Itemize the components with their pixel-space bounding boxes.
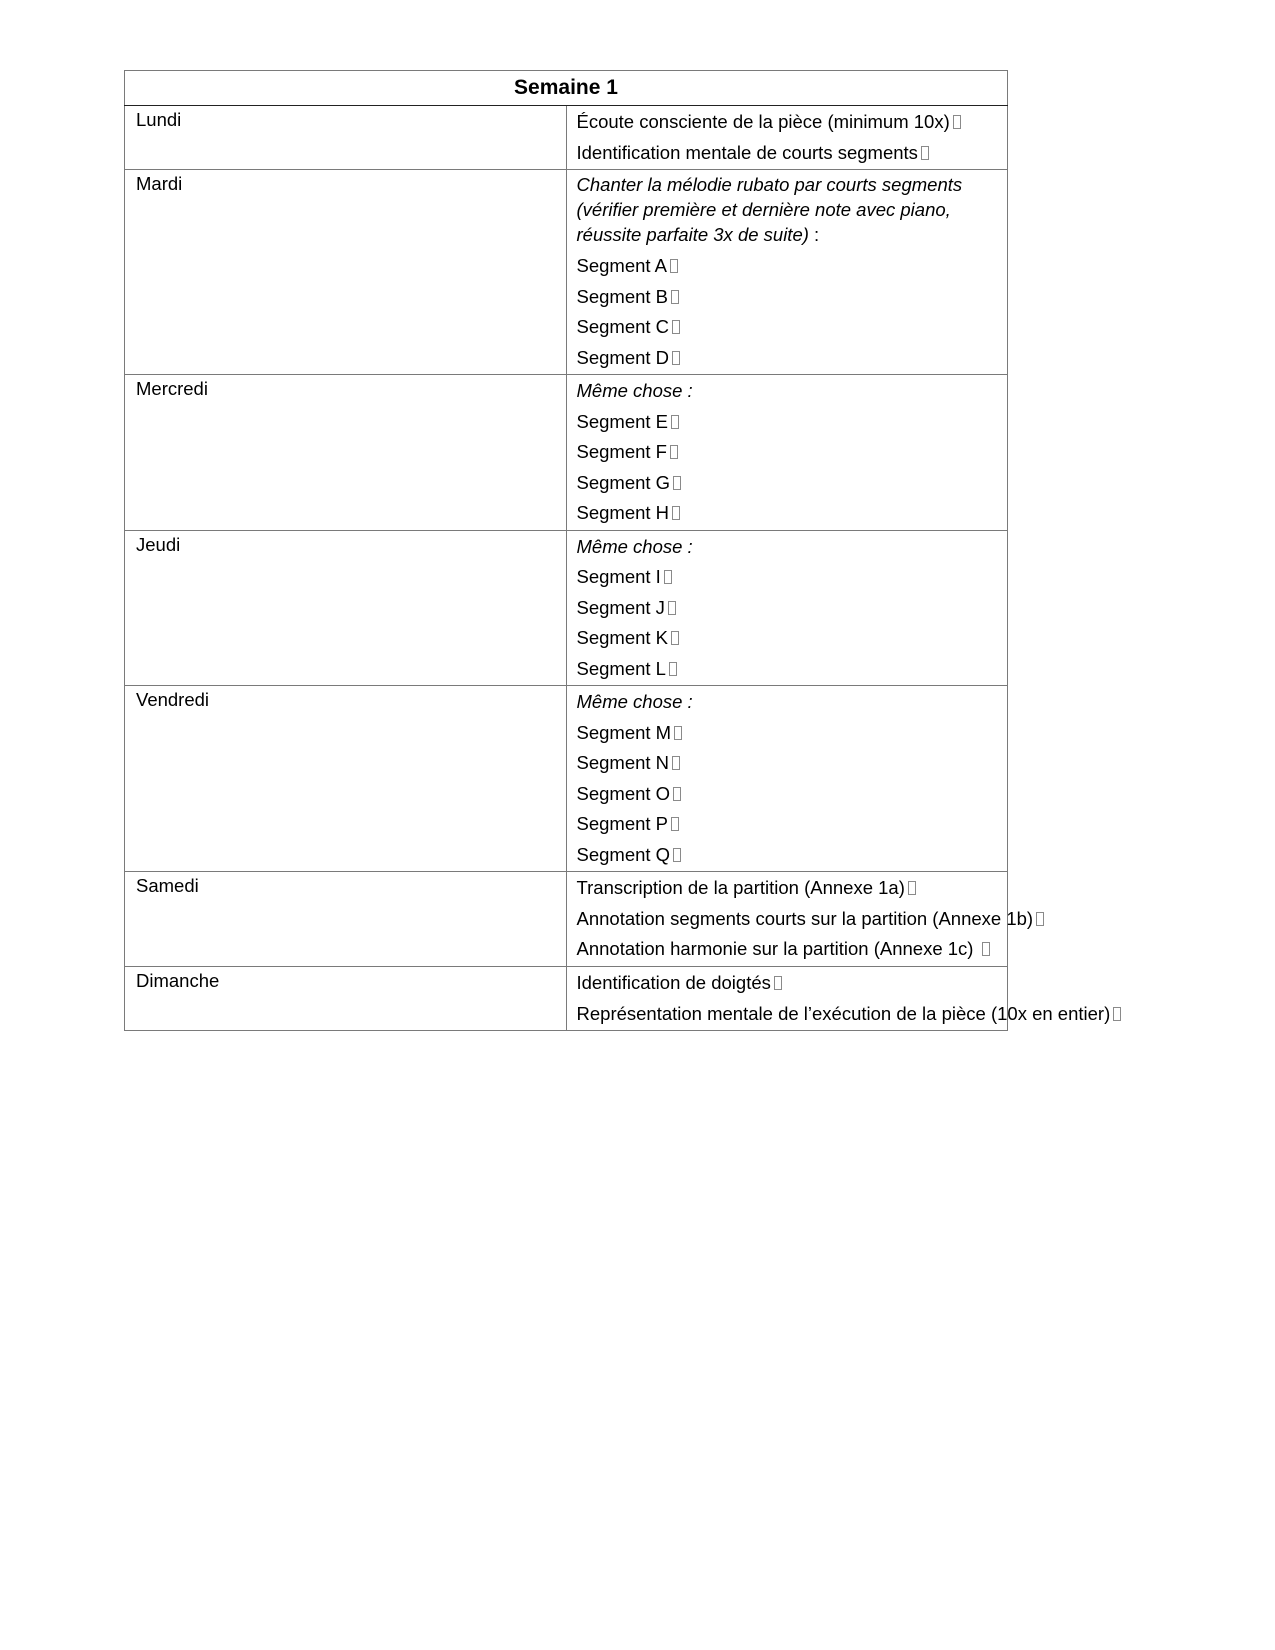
day-label: Jeudi (125, 530, 567, 686)
task-item (577, 780, 998, 811)
day-row-vendredi (125, 686, 1008, 872)
task-text: Segment K (576, 627, 669, 648)
task-text: Identification mentale de courts segments (576, 141, 918, 163)
task-list (566, 375, 1008, 531)
checkbox[interactable] (673, 787, 681, 801)
header-row (125, 71, 1008, 106)
task-text: Segment D (576, 346, 670, 368)
checkbox[interactable] (1113, 1007, 1121, 1021)
task-item (577, 108, 998, 139)
task-text: Segment I (576, 566, 661, 587)
checkbox[interactable] (672, 756, 680, 770)
task-text: Représentation mentale de l’exécution de la pièce (10x en entier) (576, 1002, 1111, 1024)
checkbox[interactable] (672, 351, 680, 365)
day-label: Mercredi (125, 375, 567, 531)
task-text: Segment E (576, 410, 669, 432)
task-item (577, 563, 998, 594)
task-text: Segment B (576, 285, 669, 307)
task-text: Segment H (576, 502, 670, 523)
task-list (566, 967, 1111, 1031)
task-item (577, 499, 998, 530)
task-list (566, 106, 1008, 170)
checkbox[interactable] (671, 817, 679, 831)
task-item (577, 719, 998, 750)
checkbox[interactable] (673, 848, 681, 862)
task-item (577, 841, 998, 872)
task-item (576, 1000, 1111, 1031)
task-text: Segment C (576, 316, 670, 337)
task-item (577, 438, 998, 469)
checkbox[interactable] (670, 259, 678, 273)
checkbox[interactable] (774, 976, 782, 990)
task-list (566, 872, 1034, 967)
task-text: Transcription de la partition (Annexe 1a) (576, 877, 905, 898)
task-item (577, 408, 998, 439)
day-label: Vendredi (125, 686, 567, 872)
instruction-suffix: : (808, 224, 820, 245)
day-label: Samedi (125, 872, 567, 967)
task-instructions (577, 172, 998, 247)
task-text: Segment L (576, 657, 666, 679)
checkbox[interactable] (668, 601, 676, 615)
checkbox[interactable] (908, 881, 916, 895)
checkbox[interactable] (672, 320, 680, 334)
checkbox[interactable] (672, 506, 680, 520)
task-list (566, 686, 1008, 872)
task-item (577, 969, 998, 1000)
day-row-dimanche (125, 967, 1008, 1031)
task-instructions: Même chose : (576, 691, 693, 712)
task-text: Écoute consciente de la pièce (minimum 10x) (576, 111, 950, 132)
checkbox[interactable] (671, 415, 679, 429)
instruction-text: Chanter la mélodie rubato par courts segments (vérifier première et dernière note avec piano, réussite parfaite 3x de suite) (576, 174, 963, 245)
checkbox[interactable] (671, 631, 679, 645)
checkbox[interactable] (674, 726, 682, 740)
week-title: Semaine 1 (125, 71, 1008, 106)
task-text: Segment Q (576, 843, 671, 865)
task-text: Segment M (576, 721, 672, 743)
day-label: Mardi (125, 170, 567, 375)
task-list (566, 170, 1008, 375)
task-text: Segment P (576, 813, 669, 834)
task-text: Segment F (576, 441, 667, 462)
task-item (577, 344, 998, 375)
task-text: Annotation harmonie sur la partition (Annexe 1c) (576, 938, 974, 959)
task-text: Annotation segments courts sur la partition (Annexe 1b) (576, 907, 1034, 929)
task-text: Identification de doigtés (576, 972, 771, 993)
task-item (576, 905, 1034, 936)
checkbox[interactable] (921, 146, 929, 160)
task-instructions: Même chose : (576, 380, 693, 401)
checkbox[interactable] (982, 942, 990, 956)
task-item (577, 252, 998, 283)
task-text: Segment G (576, 471, 671, 493)
task-list (566, 530, 1008, 686)
task-item (577, 749, 998, 780)
task-instructions: Même chose : (576, 535, 693, 557)
day-row-lundi (125, 106, 1008, 170)
task-text: Segment J (576, 596, 665, 618)
task-item (577, 594, 998, 625)
task-text: Segment O (576, 782, 671, 804)
checkbox[interactable] (664, 570, 672, 584)
checkbox[interactable] (1036, 912, 1044, 926)
weekly-schedule-table (124, 70, 1111, 1031)
task-item (577, 624, 998, 655)
day-row-mardi (125, 170, 1008, 375)
checkbox[interactable] (669, 662, 677, 676)
task-item (577, 313, 998, 344)
day-row-jeudi (125, 530, 1008, 686)
task-item (577, 469, 998, 500)
checkbox[interactable] (953, 115, 961, 129)
checkbox[interactable] (673, 476, 681, 490)
task-item (577, 874, 998, 905)
checkbox[interactable] (670, 445, 678, 459)
task-item (577, 810, 998, 841)
task-item (577, 935, 998, 966)
day-label: Lundi (125, 106, 567, 170)
task-item (577, 283, 998, 314)
day-row-samedi (125, 872, 1008, 967)
checkbox[interactable] (671, 290, 679, 304)
task-item (577, 139, 998, 170)
day-row-mercredi (125, 375, 1008, 531)
day-label: Dimanche (125, 967, 567, 1031)
task-text: Segment N (576, 752, 670, 773)
task-text: Segment A (576, 255, 668, 276)
task-item (577, 655, 998, 686)
